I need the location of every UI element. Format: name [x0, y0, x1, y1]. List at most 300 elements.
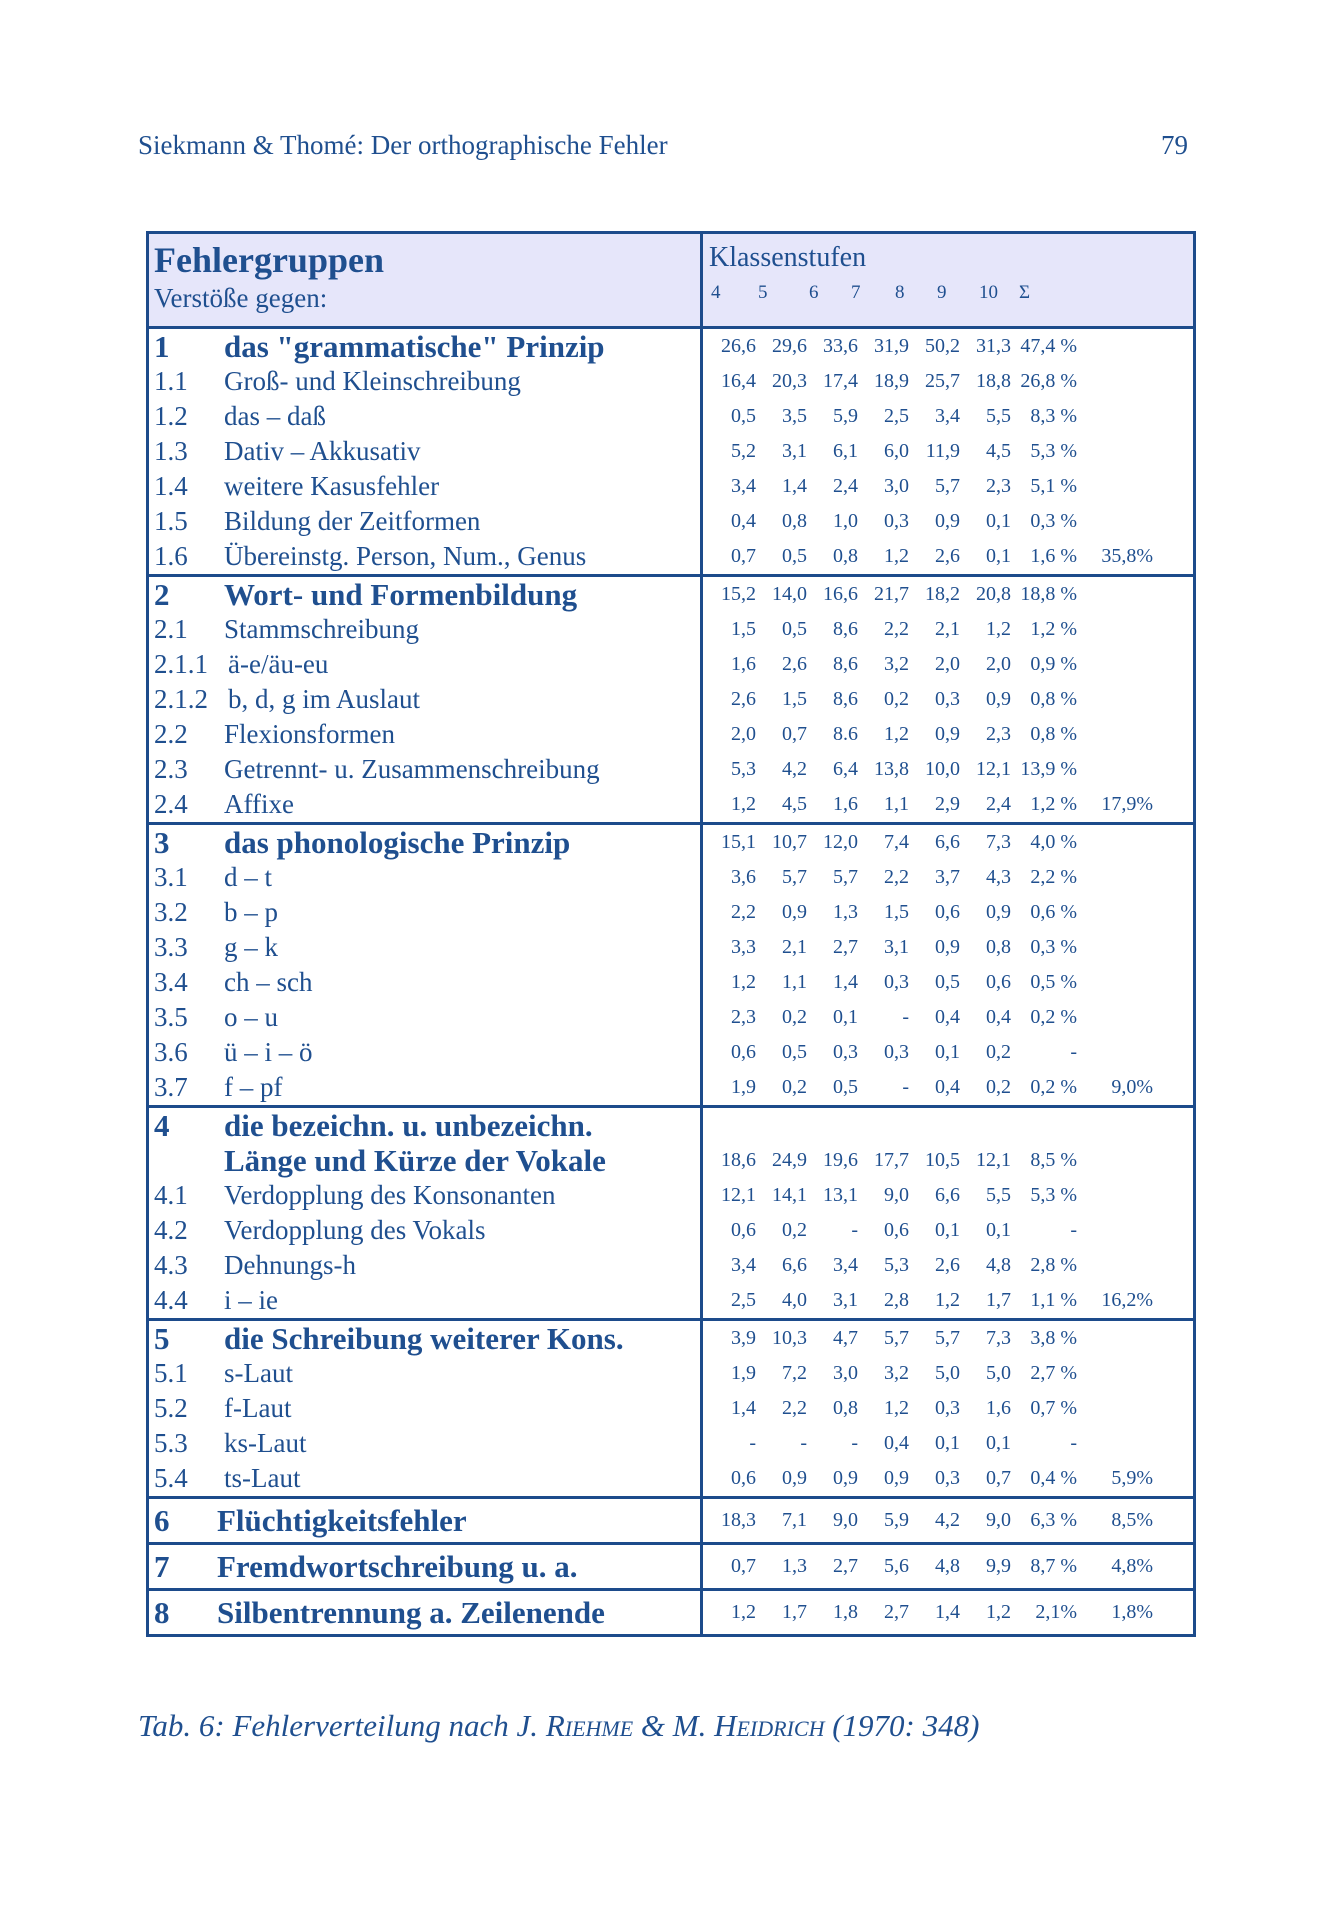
- grade-value: 1,6: [731, 653, 756, 675]
- grade-value: 0,3: [935, 688, 960, 710]
- grade-value: 31,3: [976, 335, 1011, 357]
- grade-value: 0,9: [884, 1467, 909, 1489]
- grade-value: 2,4: [986, 793, 1011, 815]
- row-values-cell: [703, 1248, 1193, 1283]
- caption-suffix: (1970: 348): [824, 1708, 980, 1743]
- row-label: s-Laut: [224, 1358, 293, 1388]
- page-number: 79: [1161, 130, 1188, 160]
- table-row: [149, 1356, 1193, 1391]
- row-number: 2: [154, 576, 170, 612]
- table-row: [149, 1213, 1193, 1248]
- grade-value: 4,8: [986, 1254, 1011, 1276]
- grade-value: 33,6: [823, 335, 858, 357]
- row-label-cell: [149, 1426, 703, 1461]
- grade-value: 2,6: [935, 1254, 960, 1276]
- grade-value: 5,7: [782, 866, 807, 888]
- grade-value: -: [851, 1432, 858, 1454]
- row-number: 2.1: [154, 614, 188, 644]
- row-number: 2.4: [154, 789, 188, 819]
- running-head: [138, 130, 1188, 161]
- grade-value: 2,1%: [1035, 1601, 1077, 1623]
- grade-columns: [709, 282, 1193, 304]
- grade-value: 1,7: [986, 1289, 1011, 1311]
- row-values-cell: [703, 1000, 1193, 1035]
- row-label: Affixe: [224, 789, 294, 819]
- grade-value: 0,9: [833, 1467, 858, 1489]
- table-row: [149, 930, 1193, 965]
- grade-value: 18,8 %: [1020, 583, 1077, 605]
- caption-prefix: Tab. 6: Fehlerverteilung nach J.: [138, 1708, 546, 1743]
- row-values-cell: [703, 965, 1193, 1000]
- table-row: [149, 895, 1193, 930]
- grade-value: 0,4: [935, 1006, 960, 1028]
- row-label: g – k: [224, 932, 278, 962]
- grade-value: 4,0 %: [1030, 831, 1077, 853]
- row-number: 1.6: [154, 541, 188, 571]
- grade-value: 0,5: [782, 618, 807, 640]
- grade-value: 3,1: [884, 936, 909, 958]
- grade-value: 1,2: [986, 618, 1011, 640]
- grade-value: 9,9: [986, 1555, 1011, 1577]
- grade-value: 11,9: [925, 440, 960, 462]
- group-title-row: [149, 1321, 1193, 1356]
- table-row: [149, 965, 1193, 1000]
- row-number: 1.2: [154, 401, 188, 431]
- row-values-cell: [703, 1035, 1193, 1070]
- row-number: 2.1.2: [154, 684, 208, 714]
- row-label: ä-e/äu-eu: [228, 649, 329, 679]
- grade-column-label: 10: [979, 282, 998, 303]
- grade-value: -: [1070, 1041, 1077, 1063]
- group-title-row: [149, 1108, 1193, 1143]
- grade-value: 2,9: [935, 793, 960, 815]
- grade-value: 2,2: [731, 901, 756, 923]
- row-label-cell: [149, 1356, 703, 1391]
- row-label-cell: [149, 364, 703, 399]
- row-label: Dativ – Akkusativ: [224, 436, 421, 466]
- row-label: das phonologische Prinzip: [224, 824, 571, 860]
- row-label: ü – i – ö: [224, 1037, 313, 1067]
- grade-value: 2,3: [986, 475, 1011, 497]
- row-values-cell: [703, 612, 1193, 647]
- grade-value: 0,7 %: [1030, 1397, 1077, 1419]
- row-label-cell: [149, 1248, 703, 1283]
- grade-value: 2,8 %: [1030, 1254, 1077, 1276]
- row-label: das "grammatische" Prinzip: [224, 328, 605, 364]
- sum-value: 5,9%: [1111, 1467, 1153, 1489]
- grade-value: 0,1: [935, 1432, 960, 1454]
- grade-value: 5,7: [935, 475, 960, 497]
- table-row: [149, 1000, 1193, 1035]
- grade-value: 1,2: [884, 545, 909, 567]
- grade-value: 2,2 %: [1030, 866, 1077, 888]
- grade-value: 3,1: [782, 440, 807, 462]
- row-values-cell: [703, 1321, 1193, 1356]
- grade-value: 8,6: [833, 688, 858, 710]
- row-number: 2.1.1: [154, 649, 208, 679]
- grade-value: 1,9: [731, 1362, 756, 1384]
- error-group: [149, 329, 1193, 577]
- row-values-cell: [703, 895, 1193, 930]
- caption-mid: & M.: [633, 1708, 715, 1743]
- grade-value: 0,1: [986, 510, 1011, 532]
- row-label-cell: [149, 825, 703, 860]
- grade-value: 0,1: [935, 1219, 960, 1241]
- grade-value: 2,1: [935, 618, 960, 640]
- row-values-cell: [703, 1499, 1193, 1542]
- row-values-cell: [703, 930, 1193, 965]
- grade-value: 0,1: [986, 545, 1011, 567]
- grade-value: 13,1: [823, 1184, 858, 1206]
- table-row: [149, 1283, 1193, 1318]
- grade-value: 2,2: [884, 618, 909, 640]
- grade-value: 1,1: [782, 971, 807, 993]
- grade-value: 12,1: [721, 1184, 756, 1206]
- grade-value: 2,6: [731, 688, 756, 710]
- grade-value: 0,8 %: [1030, 723, 1077, 745]
- grade-value: 9,0: [986, 1509, 1011, 1531]
- grade-value: 47,4 %: [1020, 335, 1077, 357]
- grade-value: 1,2: [731, 793, 756, 815]
- grade-value: 0,5: [782, 1041, 807, 1063]
- row-number: 5.2: [154, 1393, 188, 1423]
- grade-value: 0,9: [986, 688, 1011, 710]
- row-number: 3.7: [154, 1072, 188, 1102]
- grade-value: 3,5: [782, 405, 807, 427]
- row-label-cell: [149, 717, 703, 752]
- grade-value: 10,7: [772, 831, 807, 853]
- grade-value: 0,8: [986, 936, 1011, 958]
- grade-value: 1,1: [884, 793, 909, 815]
- grade-value: 8,7 %: [1030, 1555, 1077, 1577]
- grade-value: 0,2: [782, 1219, 807, 1241]
- grade-value: 8,5 %: [1030, 1149, 1077, 1171]
- row-number: 2.3: [154, 754, 188, 784]
- sum-value: 8,5%: [1111, 1509, 1153, 1531]
- row-label-cell: [149, 965, 703, 1000]
- grade-value: 6,4: [833, 758, 858, 780]
- grade-value: 0,4: [884, 1432, 909, 1454]
- grade-value: 8,6: [833, 618, 858, 640]
- table-caption: [138, 1708, 979, 1744]
- row-values-cell: [703, 399, 1193, 434]
- grade-value: 0,3 %: [1030, 510, 1077, 532]
- row-number: 3.4: [154, 967, 188, 997]
- grade-value: -: [851, 1219, 858, 1241]
- row-label-cell: [149, 1108, 703, 1143]
- row-number: 1.5: [154, 506, 188, 536]
- grade-value: 0,2: [782, 1006, 807, 1028]
- grade-column-label: 8: [895, 282, 905, 303]
- row-number: 1.1: [154, 366, 188, 396]
- grade-value: 1,4: [782, 475, 807, 497]
- grade-value: 0,2: [782, 1076, 807, 1098]
- grade-value: 26,6: [721, 335, 756, 357]
- row-label-cell: [149, 860, 703, 895]
- header-right: [703, 234, 1193, 326]
- grade-value: 0,2: [986, 1076, 1011, 1098]
- row-values-cell: [703, 504, 1193, 539]
- table-row: [149, 647, 1193, 682]
- grade-value: 5,7: [935, 1327, 960, 1349]
- grade-value: 0,8: [833, 1397, 858, 1419]
- grade-value: 2,0: [986, 653, 1011, 675]
- row-label: i – ie: [224, 1285, 278, 1315]
- grade-value: 0,4: [731, 510, 756, 532]
- group-title-row: [149, 329, 1193, 364]
- grade-value: 0,9: [986, 901, 1011, 923]
- grade-column-label: 6: [809, 282, 819, 303]
- grade-value: 6,0: [884, 440, 909, 462]
- row-label: Flüchtigkeitsfehler: [217, 1502, 467, 1538]
- grade-value: 12,1: [976, 758, 1011, 780]
- sum-value: 35,8%: [1101, 545, 1153, 567]
- grade-value: 1,3: [782, 1555, 807, 1577]
- table-row: [149, 1248, 1193, 1283]
- row-number: 4.3: [154, 1250, 188, 1280]
- grade-value: 8,6: [833, 653, 858, 675]
- grade-value: 5,0: [986, 1362, 1011, 1384]
- row-values-cell: [703, 329, 1193, 364]
- row-values-cell: [703, 1461, 1193, 1496]
- grade-value: 1,7: [782, 1601, 807, 1623]
- error-group: [149, 825, 1193, 1108]
- grade-value: 0,9 %: [1030, 653, 1077, 675]
- grade-value: 0,6: [986, 971, 1011, 993]
- row-label-cell: [149, 539, 703, 574]
- table-row: [149, 1461, 1193, 1496]
- grade-value: 1,9: [731, 1076, 756, 1098]
- row-label-cell: [149, 682, 703, 717]
- grade-value: 0,3: [884, 971, 909, 993]
- row-number: 4: [154, 1107, 170, 1143]
- grade-value: 0,7: [731, 1555, 756, 1577]
- grade-value: 3,8 %: [1030, 1327, 1077, 1349]
- caption-author-2: Heidrich: [714, 1708, 825, 1743]
- table-row: [149, 612, 1193, 647]
- row-values-cell: [703, 1545, 1193, 1588]
- error-group: [149, 1108, 1193, 1321]
- grade-value: 3,0: [833, 1362, 858, 1384]
- table-row: [149, 1070, 1193, 1105]
- grade-value: 0,9: [935, 723, 960, 745]
- row-label-cell: [149, 1499, 703, 1542]
- row-label-cell: [149, 1321, 703, 1356]
- row-label: b, d, g im Auslaut: [228, 684, 421, 714]
- grade-value: 2,0: [935, 653, 960, 675]
- grade-value: 1,5: [731, 618, 756, 640]
- grade-value: 14,0: [772, 583, 807, 605]
- grade-value: 5,3: [884, 1254, 909, 1276]
- grade-value: 0,3: [884, 1041, 909, 1063]
- grade-value: 0,6 %: [1030, 901, 1077, 923]
- row-label: weitere Kasusfehler: [224, 471, 440, 501]
- grade-value: -: [1070, 1432, 1077, 1454]
- grade-value: 0,5: [782, 545, 807, 567]
- row-label-cell: [149, 752, 703, 787]
- grade-value: 0,7: [782, 723, 807, 745]
- grade-value: 5,5: [986, 405, 1011, 427]
- grade-value: 2,3: [731, 1006, 756, 1028]
- grade-value: 2,2: [884, 866, 909, 888]
- grade-value: 12,0: [823, 831, 858, 853]
- row-values-cell: [703, 577, 1193, 612]
- row-label-cell: [149, 1035, 703, 1070]
- grade-value: 5,3 %: [1030, 1184, 1077, 1206]
- grade-value: 4,0: [782, 1289, 807, 1311]
- row-values-cell: [703, 539, 1193, 574]
- row-label: Fremdwortschreibung u. a.: [217, 1548, 578, 1584]
- table-header: [149, 234, 1193, 329]
- row-label: Verdopplung des Vokals: [224, 1215, 486, 1245]
- row-label: Wort- und Formenbildung: [224, 576, 578, 612]
- grade-value: 2,7: [884, 1601, 909, 1623]
- row-label: Silbentrennung a. Zeilenende: [217, 1594, 605, 1630]
- row-values-cell: [703, 1591, 1193, 1634]
- error-group: [149, 1591, 1193, 1634]
- grade-value: -: [902, 1006, 909, 1028]
- grade-value: 0,2: [986, 1041, 1011, 1063]
- grade-value: 0,8 %: [1030, 688, 1077, 710]
- grade-value: 3,3: [731, 936, 756, 958]
- error-group: [149, 1545, 1193, 1591]
- grade-value: 6,6: [935, 1184, 960, 1206]
- row-values-cell: [703, 434, 1193, 469]
- row-number: 3.6: [154, 1037, 188, 1067]
- row-label-cell: [149, 1178, 703, 1213]
- grade-value: 0,3: [935, 1397, 960, 1419]
- row-label: d – t: [224, 862, 273, 892]
- grade-value: 0,3 %: [1030, 936, 1077, 958]
- grade-value: 2,7: [833, 936, 858, 958]
- row-label: das – daß: [224, 401, 326, 431]
- row-label-cell: [149, 612, 703, 647]
- row-values-cell: [703, 860, 1193, 895]
- row-number: 4.4: [154, 1285, 188, 1315]
- row-label-cell: [149, 1213, 703, 1248]
- row-number: 3: [154, 824, 170, 860]
- row-label: ks-Laut: [224, 1428, 307, 1458]
- row-label-cell: [149, 434, 703, 469]
- grade-value: 3,1: [833, 1289, 858, 1311]
- row-number: 5.3: [154, 1428, 188, 1458]
- row-label: die Schreibung weiterer Kons.: [224, 1320, 624, 1356]
- running-head-title: Siekmann & Thomé: Der orthographische Fehler: [138, 130, 668, 160]
- row-values-cell: [703, 1356, 1193, 1391]
- grade-value: 18,8: [976, 370, 1011, 392]
- error-group: [149, 1499, 1193, 1545]
- header-subtitle: Verstöße gegen:: [154, 283, 328, 313]
- row-values-cell: [703, 469, 1193, 504]
- row-number: 3.2: [154, 897, 188, 927]
- row-label-cell: [149, 1143, 703, 1178]
- header-left: [149, 234, 703, 326]
- row-label: f-Laut: [224, 1393, 292, 1423]
- grade-value: 2,2: [782, 1397, 807, 1419]
- table-row: [149, 1035, 1193, 1070]
- row-label: Getrennt- u. Zusammenschreibung: [224, 754, 600, 784]
- row-values-cell: [703, 364, 1193, 399]
- grade-value: 25,7: [925, 370, 960, 392]
- grade-value: 4,3: [986, 866, 1011, 888]
- grade-value: 16,6: [823, 583, 858, 605]
- row-values-cell: [703, 825, 1193, 860]
- row-values-cell: [703, 1283, 1193, 1318]
- grade-value: 18,2: [925, 583, 960, 605]
- grade-value: 10,3: [772, 1327, 807, 1349]
- row-label: Länge und Kürze der Vokale: [224, 1142, 606, 1178]
- grade-column-label: 5: [758, 282, 768, 303]
- grade-value: 20,3: [772, 370, 807, 392]
- grade-value: 0,6: [935, 901, 960, 923]
- row-label-cell: [149, 577, 703, 612]
- grade-value: 4,8: [935, 1555, 960, 1577]
- grade-value: -: [749, 1432, 756, 1454]
- group-title-row: [149, 1591, 1193, 1634]
- grade-value: 2,5: [731, 1289, 756, 1311]
- grade-value: 1,2: [884, 723, 909, 745]
- grade-value: 0,1: [986, 1432, 1011, 1454]
- row-number: 5: [154, 1320, 170, 1356]
- grade-value: 0,3: [884, 510, 909, 532]
- grade-value: 4,2: [782, 758, 807, 780]
- grade-value: 6,6: [935, 831, 960, 853]
- grade-value: 19,6: [823, 1149, 858, 1171]
- grade-value: 5,0: [935, 1362, 960, 1384]
- grade-value: 0,9: [782, 1467, 807, 1489]
- table-row: [149, 1426, 1193, 1461]
- grade-value: 5,7: [833, 866, 858, 888]
- table-row: [149, 860, 1193, 895]
- group-title-row: [149, 1143, 1193, 1178]
- grade-value: 3,7: [935, 866, 960, 888]
- row-values-cell: [703, 1178, 1193, 1213]
- table-row: [149, 469, 1193, 504]
- grade-value: 5,7: [884, 1327, 909, 1349]
- grade-value: 5,3: [731, 758, 756, 780]
- grade-value: 24,9: [772, 1149, 807, 1171]
- grade-value: 14,1: [772, 1184, 807, 1206]
- grade-value: 1,6 %: [1030, 545, 1077, 567]
- grade-value: 3,9: [731, 1327, 756, 1349]
- grade-value: 6,1: [833, 440, 858, 462]
- row-label: Flexionsformen: [224, 719, 395, 749]
- row-number: 1.4: [154, 471, 188, 501]
- grade-value: 0,7: [986, 1467, 1011, 1489]
- row-label: o – u: [224, 1002, 278, 1032]
- grade-value: -: [800, 1432, 807, 1454]
- header-title: Fehlergruppen: [154, 240, 384, 280]
- row-label: ts-Laut: [224, 1463, 301, 1493]
- row-values-cell: [703, 1213, 1193, 1248]
- grade-value: 17,4: [823, 370, 858, 392]
- grade-value: 0,6: [731, 1467, 756, 1489]
- table-row: [149, 717, 1193, 752]
- table-row: [149, 682, 1193, 717]
- grade-value: 8.6: [833, 723, 858, 745]
- row-label: Bildung der Zeitformen: [224, 506, 481, 536]
- grade-value: 10,0: [925, 758, 960, 780]
- row-number: 1.3: [154, 436, 188, 466]
- row-values-cell: [703, 752, 1193, 787]
- header-grades-title: Klassenstufen: [709, 242, 867, 273]
- grade-value: 4,2: [935, 1509, 960, 1531]
- grade-value: 1,3: [833, 901, 858, 923]
- grade-value: 7,2: [782, 1362, 807, 1384]
- grade-value: 9,0: [884, 1184, 909, 1206]
- table-row: [149, 364, 1193, 399]
- grade-value: 0,6: [731, 1041, 756, 1063]
